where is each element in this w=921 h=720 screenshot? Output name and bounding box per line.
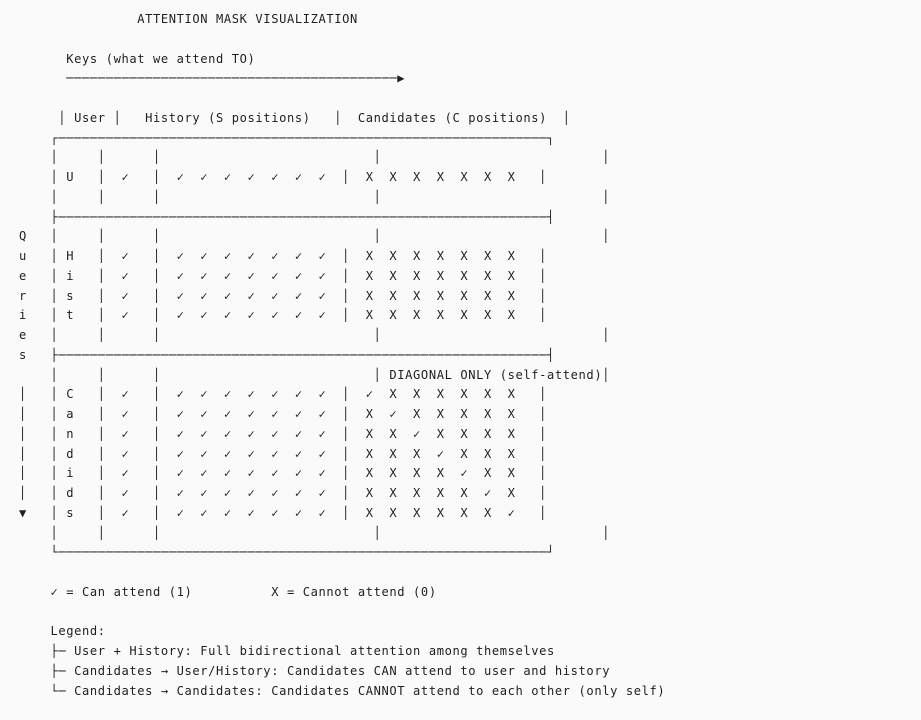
diagram-title: ATTENTION MASK VISUALIZATION [19, 12, 358, 26]
mask-row-history-4: i │ t │ ✓ │ ✓ ✓ ✓ ✓ ✓ ✓ ✓ │ X X X X X X X │ [19, 308, 548, 323]
diagonal-only-label-row: │ │ │ │ DIAGONAL ONLY (self-attend)│ [19, 367, 611, 382]
mask-row-candidate-6: │ │ d │ ✓ │ ✓ ✓ ✓ ✓ ✓ ✓ ✓ │ X X X X X ✓ X │ [19, 486, 548, 500]
mask-row-user: │ U │ ✓ │ ✓ ✓ ✓ ✓ ✓ ✓ ✓ │ X X X X X X X │ [19, 170, 548, 184]
mask-row-history-1: u │ H │ ✓ │ ✓ ✓ ✓ ✓ ✓ ✓ ✓ │ X X X X X X X │ [19, 249, 548, 263]
grid-spacer-row: Q │ │ │ │ │ [19, 229, 611, 244]
legend-item-user-history: ├─ User + History: Full bidirectional attention among themselves [19, 644, 555, 658]
mask-row-candidate-1: │ │ C │ ✓ │ ✓ ✓ ✓ ✓ ✓ ✓ ✓ │ ✓ X X X X X X │ [19, 387, 548, 402]
symbol-key: ✓ = Can attend (1) X = Cannot attend (0) [19, 584, 437, 599]
grid-spacer-row: │ │ │ │ │ [19, 525, 611, 540]
grid-divider: s ├──────────────────────────────────────────────────────────────┤ [19, 347, 555, 362]
keys-axis-arrow: ──────────────────────────────────────────▶ [19, 71, 406, 86]
keys-axis-label: Keys (what we attend TO) [19, 51, 256, 66]
mask-row-history-2: e │ i │ ✓ │ ✓ ✓ ✓ ✓ ✓ ✓ ✓ │ X X X X X X X │ [19, 268, 548, 283]
grid-spacer-row: │ │ │ │ │ [19, 150, 611, 165]
grid-spacer-row: │ │ │ │ │ [19, 189, 611, 204]
legend-item-candidates-to-candidates: └─ Candidates → Candidates: Candidates CANNOT attend to each other (only self) [19, 683, 666, 698]
mask-row-candidate-7: ▼ │ s │ ✓ │ ✓ ✓ ✓ ✓ ✓ ✓ ✓ │ X X X X X X ✓ │ [19, 505, 548, 520]
grid-spacer-row: e │ │ │ │ │ [19, 328, 611, 342]
grid-bottom-border: └──────────────────────────────────────────────────────────────┘ [19, 545, 555, 560]
mask-row-candidate-3: │ │ n │ ✓ │ ✓ ✓ ✓ ✓ ✓ ✓ ✓ │ X X ✓ X X X X │ [19, 426, 548, 441]
mask-row-candidate-5: │ │ i │ ✓ │ ✓ ✓ ✓ ✓ ✓ ✓ ✓ │ X X X X ✓ X X │ [19, 466, 548, 481]
column-headers: │ User │ History (S positions) │ Candidates (C positions) │ [19, 110, 571, 125]
attention-mask-ascii-diagram [19, 10, 665, 701]
grid-top-border: ┌──────────────────────────────────────────────────────────────┐ [19, 130, 555, 145]
legend-item-candidates-to-context: ├─ Candidates → User/History: Candidates CAN attend to user and history [19, 663, 611, 678]
mask-row-history-3: r │ s │ ✓ │ ✓ ✓ ✓ ✓ ✓ ✓ ✓ │ X X X X X X X │ [19, 288, 548, 303]
grid-divider: ├──────────────────────────────────────────────────────────────┤ [19, 209, 555, 224]
mask-row-candidate-2: │ │ a │ ✓ │ ✓ ✓ ✓ ✓ ✓ ✓ ✓ │ X ✓ X X X X X │ [19, 407, 548, 421]
legend-title: Legend: [19, 624, 106, 639]
mask-row-candidate-4: │ │ d │ ✓ │ ✓ ✓ ✓ ✓ ✓ ✓ ✓ │ X X X ✓ X X X │ [19, 446, 548, 461]
